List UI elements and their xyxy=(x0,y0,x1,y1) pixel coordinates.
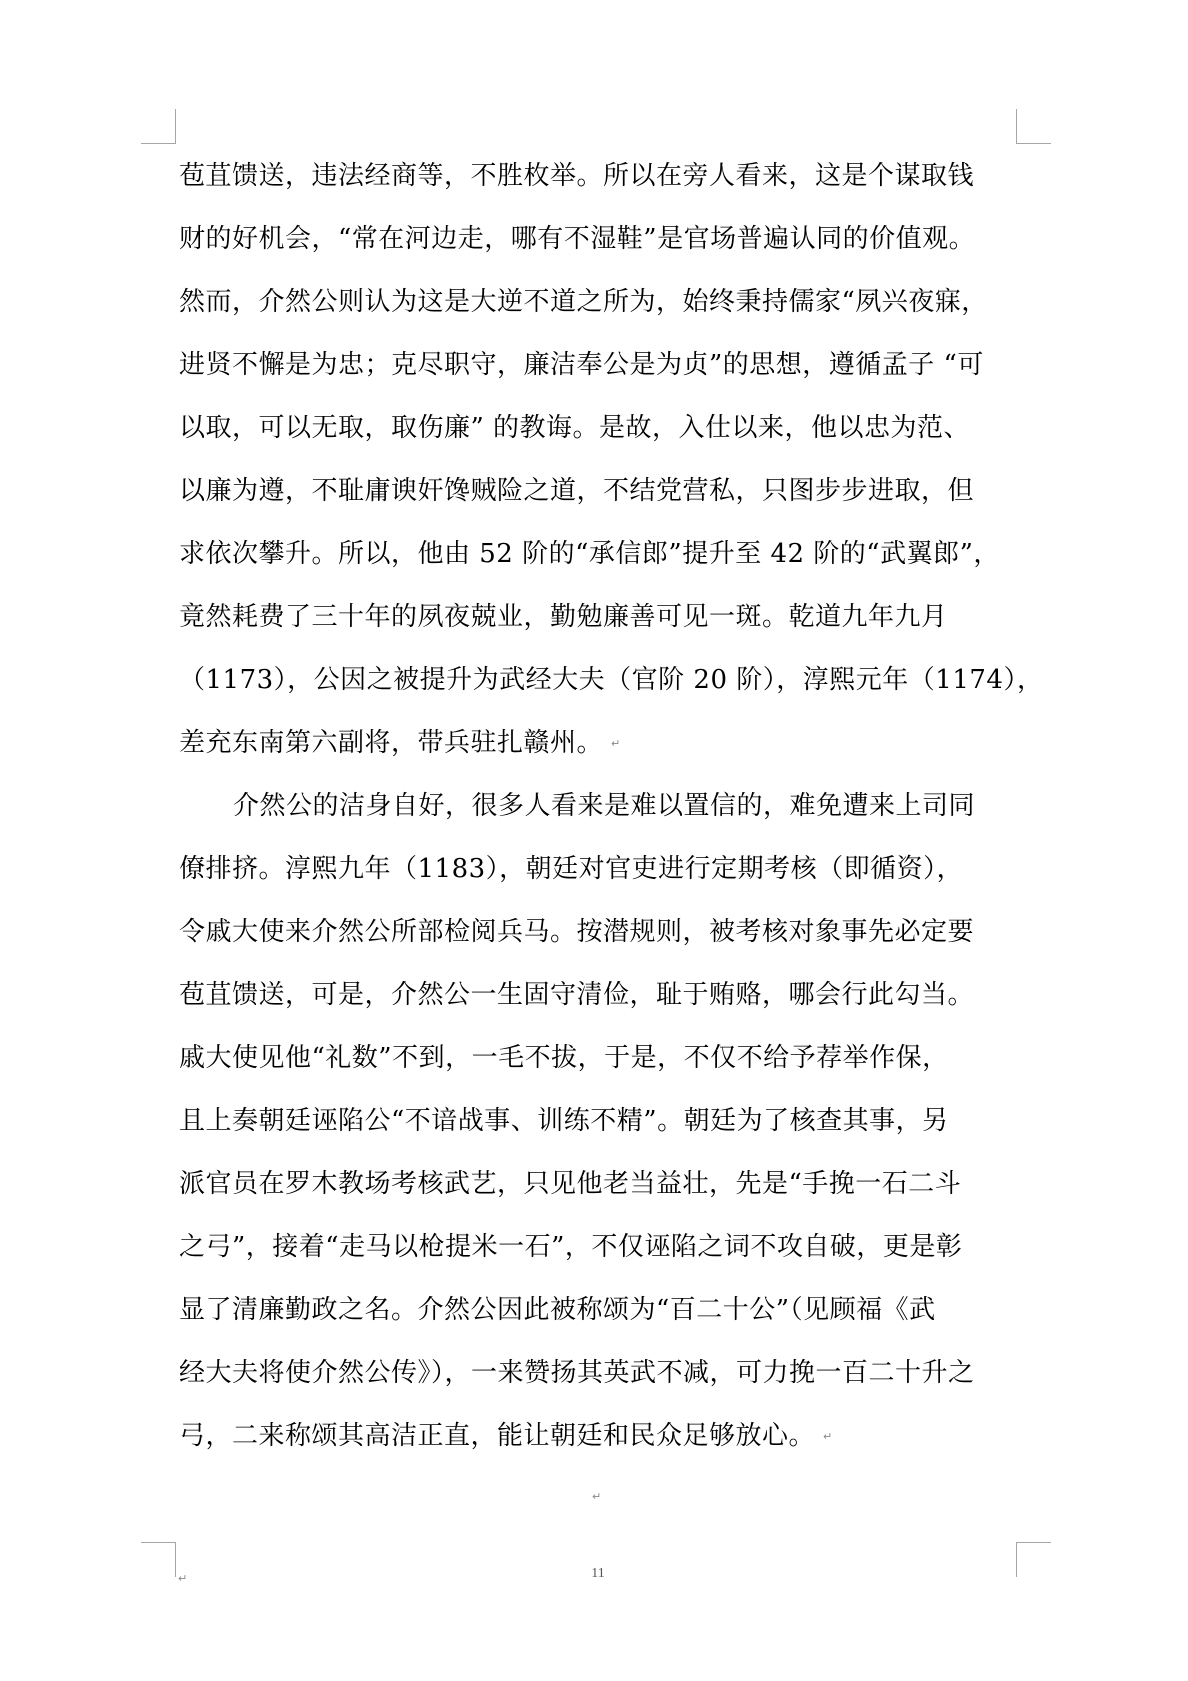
paragraph-mark-icon: ↵ xyxy=(823,1430,833,1443)
text-line: 进贤不懈是为忠；克尽职守，廉洁奉公是为贞”的思想，遵循孟子 “可 xyxy=(179,350,984,380)
text-line: 僚排挤。淳熙九年（1183），朝廷对官吏进行定期考核（即循资）， xyxy=(179,854,964,884)
text-line: 求依次攀升。所以，他由 52 阶的“承信郎”提升至 42 阶的“武翼郎”， xyxy=(179,539,1000,569)
text-line: 然而，介然公则认为这是大逆不道之所为，始终秉持儒家“夙兴夜寐， xyxy=(179,287,988,317)
margin-corner-top-right xyxy=(1016,109,1051,144)
margin-corner-bottom-right xyxy=(1016,1542,1051,1577)
text-line xyxy=(179,717,1017,780)
footer-paragraph-mark-icon: ↵ xyxy=(178,1572,188,1585)
text-line: 以廉为遵，不耻庸谀奸馋贼险之道，不结党营私，只图步步进取，但 xyxy=(179,476,975,506)
paragraph-2[interactable] xyxy=(179,780,1017,1473)
text-line: 显了清廉勤政之名。介然公因此被称颂为“百二十公”（见顾福《武 xyxy=(179,1295,936,1325)
text-line: 戚大使见他“礼数”不到，一毛不拔，于是，不仅不给予荐举作保， xyxy=(179,1043,949,1073)
text-line: 派官员在罗木教场考核武艺，只见他老当益壮，先是“手挽一石二斗 xyxy=(179,1169,962,1199)
text-line: 苞苴馈送，违法经商等，不胜枚举。所以在旁人看来，这是个谋取钱 xyxy=(179,161,975,191)
page-number: 11 xyxy=(591,1566,605,1581)
text-line xyxy=(179,1410,1017,1473)
empty-paragraph-mark-icon: ↵ xyxy=(592,1490,602,1503)
text-line: 苞苴馈送，可是，介然公一生固守清俭，耻于贿赂，哪会行此勾当。 xyxy=(179,980,975,1010)
paragraph-mark-icon: ↵ xyxy=(611,737,621,750)
text-line: 经大夫将使介然公传》），一来赞扬其英武不减，可力挽一百二十升之 xyxy=(179,1358,975,1388)
text-line: 竟然耗费了三十年的夙夜兢业，勤勉廉善可见一斑。乾道九年九月 xyxy=(179,602,948,632)
text-line-content: 差充东南第六副将，带兵驻扎赣州。 xyxy=(179,728,604,758)
text-line: 财的好机会，“常在河边走，哪有不湿鞋”是官场普遍认同的价值观。 xyxy=(179,224,976,254)
margin-corner-bottom-left xyxy=(141,1542,176,1577)
document-body[interactable] xyxy=(179,150,1044,1473)
text-line: 令戚大使来介然公所部检阅兵马。按潜规则，被考核对象事先必定要 xyxy=(179,917,975,947)
text-line-content: 弓，二来称颂其高洁正直，能让朝廷和民众足够放心。 xyxy=(179,1421,816,1451)
text-line: 以取，可以无取，取伤廉” 的教诲。是故，入仕以来，他以忠为范、 xyxy=(179,413,971,443)
paragraph-1[interactable] xyxy=(179,150,1044,780)
text-line: 之弓”，接着“走马以枪提米一石”，不仅诬陷之词不攻自破，更是彰 xyxy=(179,1232,963,1262)
text-line: 介然公的洁身自好，很多人看来是难以置信的，难免遭来上司同 xyxy=(233,791,976,821)
text-line: （1173），公因之被提升为武经大夫（官阶 20 阶），淳熙元年（1174）， xyxy=(179,665,1044,695)
margin-corner-top-left xyxy=(141,109,176,144)
text-line: 且上奏朝廷诬陷公“不谙战事、训练不精”。朝廷为了核查其事，另 xyxy=(179,1106,949,1136)
